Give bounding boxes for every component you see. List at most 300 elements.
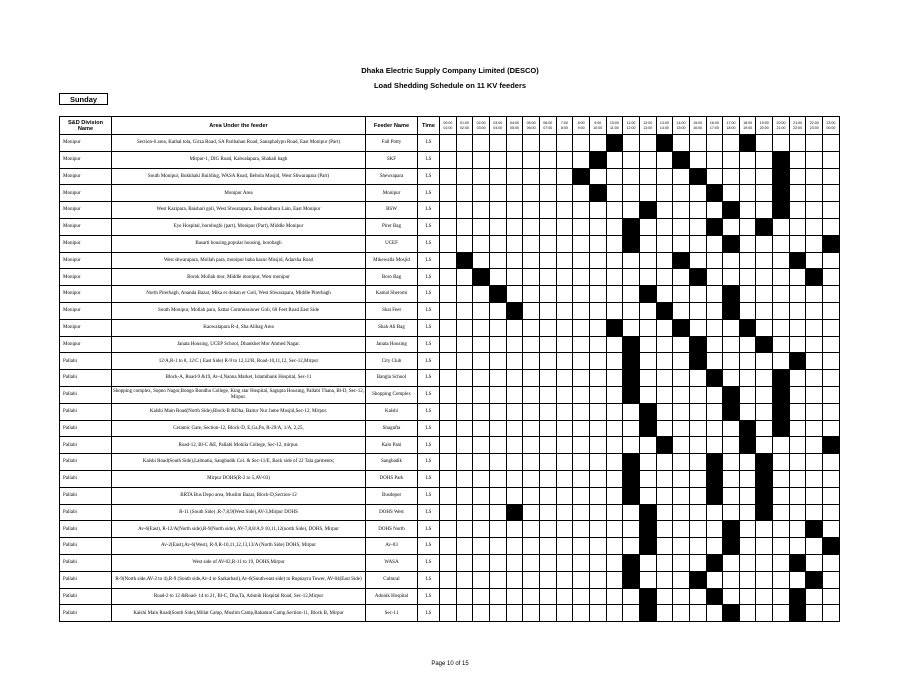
shedding-slot — [739, 269, 756, 286]
feeder-cell: DOHS North — [366, 521, 418, 538]
shedding-slot-on — [589, 151, 606, 168]
slot-to: 05:00 — [509, 125, 519, 130]
shedding-slot-on — [739, 420, 756, 437]
shedding-slot — [723, 504, 740, 521]
shedding-slot — [606, 252, 623, 269]
shedding-slot — [589, 588, 606, 605]
feeder-cell: Shopping Complex — [366, 386, 418, 403]
shedding-slot — [756, 269, 773, 286]
shedding-slot — [623, 538, 640, 555]
shedding-slot — [656, 286, 673, 303]
shedding-slot — [739, 554, 756, 571]
shedding-slot — [489, 252, 506, 269]
shedding-slot — [440, 286, 457, 303]
division-cell: Pallabi — [60, 370, 112, 387]
shedding-slot — [506, 605, 523, 622]
shedding-slot — [539, 235, 556, 252]
shedding-slot — [456, 487, 473, 504]
shedding-slot — [689, 420, 706, 437]
shedding-slot-on — [789, 252, 806, 269]
shedding-slot — [706, 437, 723, 454]
shedding-slot — [456, 588, 473, 605]
shedding-slot — [606, 403, 623, 420]
shedding-slot — [706, 302, 723, 319]
area-cell: Kalshi Main Road(South Side),Millat Camp, Muslim Camp,Rahamat Camp,Section-11, Block B, Mirpur — [112, 605, 366, 622]
shedding-slot — [623, 319, 640, 336]
shedding-slot — [706, 571, 723, 588]
shedding-slot — [789, 202, 806, 219]
feeder-cell: Bangla School — [366, 370, 418, 387]
table-row — [60, 588, 840, 605]
feeder-cell: Sangbadik — [366, 454, 418, 471]
time-cell: LS — [418, 403, 440, 420]
slot-header — [589, 117, 606, 135]
shedding-slot — [623, 151, 640, 168]
shedding-slot — [673, 235, 690, 252]
shedding-slot — [556, 135, 573, 152]
shedding-slot — [539, 336, 556, 353]
shedding-slot — [473, 202, 490, 219]
shedding-slot — [639, 353, 656, 370]
shedding-slot-on — [639, 538, 656, 555]
slot-header — [539, 117, 556, 135]
shedding-slot — [789, 235, 806, 252]
shedding-slot — [673, 185, 690, 202]
slot-from: 7:00 — [560, 121, 568, 126]
shedding-slot — [589, 554, 606, 571]
area-cell: Mirpur-1, DIG Road, Kalwalapara, Shahali bagh — [112, 151, 366, 168]
shedding-slot — [506, 135, 523, 152]
shedding-slot — [489, 605, 506, 622]
shedding-slot — [723, 487, 740, 504]
shedding-slot — [739, 487, 756, 504]
slot-header — [639, 117, 656, 135]
feeder-cell: Shagufta — [366, 420, 418, 437]
shedding-slot — [606, 386, 623, 403]
slot-to: 13:00 — [643, 125, 653, 130]
shedding-slot — [723, 135, 740, 152]
shedding-slot — [573, 588, 590, 605]
shedding-slot — [789, 487, 806, 504]
shedding-slot — [656, 504, 673, 521]
shedding-slot-on — [506, 302, 523, 319]
shedding-slot — [573, 370, 590, 387]
shedding-slot — [556, 454, 573, 471]
shedding-slot — [756, 605, 773, 622]
slot-from: 06:00 — [543, 121, 553, 126]
feeder-cell: Janata Housing — [366, 336, 418, 353]
feeder-cell: UCEF — [366, 235, 418, 252]
shedding-slot — [556, 235, 573, 252]
shedding-slot — [689, 185, 706, 202]
shedding-slot — [689, 252, 706, 269]
shedding-slot — [523, 571, 540, 588]
shedding-slot — [739, 252, 756, 269]
shedding-slot-on — [723, 202, 740, 219]
shedding-slot — [689, 437, 706, 454]
time-cell: LS — [418, 554, 440, 571]
shedding-slot — [539, 151, 556, 168]
shedding-slot — [573, 185, 590, 202]
shedding-slot-on — [689, 353, 706, 370]
area-cell: Road-12, Bl-C &E, Pallabi Mohila College, Sec-12, mirpur. — [112, 437, 366, 454]
feeder-cell: WASA — [366, 554, 418, 571]
shedding-slot — [523, 470, 540, 487]
shedding-slot — [556, 370, 573, 387]
division-cell: Pallabi — [60, 504, 112, 521]
shedding-slot — [456, 470, 473, 487]
slot-to: 10:00 — [593, 125, 603, 130]
shedding-slot — [823, 252, 840, 269]
shedding-slot — [789, 403, 806, 420]
shedding-slot — [773, 588, 790, 605]
shedding-slot-on — [623, 454, 640, 471]
shedding-slot — [656, 521, 673, 538]
shedding-slot — [440, 319, 457, 336]
slot-to: 11:00 — [610, 125, 619, 130]
shedding-slot — [723, 470, 740, 487]
shedding-slot — [589, 487, 606, 504]
shedding-slot — [489, 168, 506, 185]
shedding-slot — [823, 605, 840, 622]
slot-from: 15:00 — [693, 121, 703, 126]
division-cell: Pallabi — [60, 571, 112, 588]
shedding-slot — [506, 336, 523, 353]
shedding-slot — [523, 454, 540, 471]
table-row — [60, 218, 840, 235]
shedding-slot — [623, 135, 640, 152]
shedding-slot — [573, 202, 590, 219]
shedding-slot — [756, 588, 773, 605]
feeder-cell: Kamal Sheromi — [366, 286, 418, 303]
time-cell: LS — [418, 336, 440, 353]
shedding-slot — [639, 454, 656, 471]
shedding-slot — [506, 286, 523, 303]
shedding-slot — [489, 135, 506, 152]
shedding-slot — [806, 202, 823, 219]
shedding-slot — [523, 185, 540, 202]
shedding-slot — [639, 185, 656, 202]
shedding-slot-on — [689, 269, 706, 286]
shedding-slot — [623, 269, 640, 286]
shedding-slot-on — [623, 470, 640, 487]
shedding-slot — [723, 454, 740, 471]
shedding-slot — [723, 252, 740, 269]
shedding-slot — [456, 235, 473, 252]
slot-to: 06:00 — [526, 125, 536, 130]
division-cell: Pallabi — [60, 437, 112, 454]
shedding-slot — [689, 319, 706, 336]
shedding-slot — [606, 571, 623, 588]
shedding-slot — [589, 252, 606, 269]
shedding-slot — [773, 353, 790, 370]
area-cell: Monipur Area — [112, 185, 366, 202]
shedding-slot — [739, 605, 756, 622]
slot-to: 12:00 — [626, 125, 636, 130]
shedding-slot — [606, 168, 623, 185]
shedding-slot — [456, 386, 473, 403]
shedding-slot — [489, 151, 506, 168]
shedding-slot — [489, 202, 506, 219]
shedding-slot-on — [623, 571, 640, 588]
slot-from: 21:00 — [793, 121, 803, 126]
shedding-slot — [573, 235, 590, 252]
shedding-slot-on — [706, 588, 723, 605]
shedding-slot — [673, 504, 690, 521]
shedding-slot — [823, 319, 840, 336]
shedding-slot — [556, 554, 573, 571]
shedding-slot-on — [506, 504, 523, 521]
slot-to: 07:00 — [543, 125, 553, 130]
shedding-slot — [639, 302, 656, 319]
feeder-cell: RSW — [366, 202, 418, 219]
shedding-slot — [639, 168, 656, 185]
shedding-slot — [440, 504, 457, 521]
time-cell: LS — [418, 588, 440, 605]
shedding-slot — [623, 302, 640, 319]
shedding-slot — [523, 319, 540, 336]
shedding-slot — [806, 336, 823, 353]
shedding-slot — [656, 605, 673, 622]
time-cell: LS — [418, 437, 440, 454]
shedding-slot — [639, 151, 656, 168]
shedding-slot — [656, 403, 673, 420]
shedding-slot — [523, 538, 540, 555]
shedding-slot — [573, 521, 590, 538]
shedding-slot — [539, 554, 556, 571]
shedding-slot — [523, 353, 540, 370]
shedding-slot — [639, 252, 656, 269]
shedding-slot — [523, 403, 540, 420]
shedding-slot — [823, 403, 840, 420]
shedding-slot — [440, 470, 457, 487]
shedding-slot-on — [739, 437, 756, 454]
shedding-slot-on — [623, 386, 640, 403]
shedding-slot — [789, 286, 806, 303]
shedding-slot — [806, 353, 823, 370]
shedding-slot-on — [689, 571, 706, 588]
shedding-slot — [506, 470, 523, 487]
shedding-slot — [473, 454, 490, 471]
slot-header — [473, 117, 490, 135]
page-number: Page 10 of 15 — [431, 661, 469, 667]
division-cell: Monipur — [60, 302, 112, 319]
feeder-cell: City Club — [366, 353, 418, 370]
shedding-slot — [440, 353, 457, 370]
shedding-slot — [773, 269, 790, 286]
shedding-slot — [689, 235, 706, 252]
feeder-cell: Shewrapara — [366, 168, 418, 185]
shedding-slot — [689, 605, 706, 622]
shedding-slot — [639, 218, 656, 235]
slot-from: 01:00 — [459, 121, 469, 126]
feeder-cell: Sec-11 — [366, 605, 418, 622]
shedding-slot — [573, 420, 590, 437]
shedding-slot — [723, 588, 740, 605]
shedding-slot-on — [823, 437, 840, 454]
area-cell: West Kazipara, Baishari goli, West Shwarapara, Bosbundhora Lain, East Monipur — [112, 202, 366, 219]
shedding-slot — [723, 151, 740, 168]
feeder-cell: DOHS West — [366, 504, 418, 521]
shedding-slot — [739, 202, 756, 219]
shedding-slot — [806, 504, 823, 521]
shedding-slot — [539, 403, 556, 420]
shedding-slot — [539, 218, 556, 235]
time-cell: LS — [418, 185, 440, 202]
shedding-slot-on — [623, 370, 640, 387]
shedding-slot — [773, 218, 790, 235]
shedding-slot — [739, 151, 756, 168]
shedding-slot — [489, 470, 506, 487]
shedding-slot — [656, 319, 673, 336]
shedding-slot — [823, 571, 840, 588]
shedding-slot — [773, 319, 790, 336]
shedding-slot — [723, 319, 740, 336]
shedding-slot — [489, 588, 506, 605]
shedding-slot — [823, 286, 840, 303]
shedding-slot — [739, 235, 756, 252]
shedding-slot — [589, 521, 606, 538]
shedding-slot-on — [623, 218, 640, 235]
shedding-slot-on — [789, 605, 806, 622]
shedding-slot-on — [756, 454, 773, 471]
shedding-slot — [723, 370, 740, 387]
area-cell: West shwarapara, Mollah para, monipur baba hazur Mosjid, Adarsha Road — [112, 252, 366, 269]
shedding-slot — [789, 336, 806, 353]
feeder-cell: Kalshi — [366, 403, 418, 420]
shedding-slot — [589, 302, 606, 319]
shedding-slot — [473, 420, 490, 437]
shedding-slot — [473, 504, 490, 521]
shedding-slot — [573, 605, 590, 622]
shedding-slot — [806, 538, 823, 555]
slot-header — [506, 117, 523, 135]
shedding-slot — [489, 386, 506, 403]
shedding-slot — [673, 168, 690, 185]
slot-header — [573, 117, 590, 135]
shedding-slot — [606, 286, 623, 303]
shedding-slot — [556, 151, 573, 168]
shedding-slot — [523, 420, 540, 437]
time-cell: LS — [418, 470, 440, 487]
table-row — [60, 151, 840, 168]
slot-to: 14:00 — [659, 125, 669, 130]
shedding-slot-on — [639, 504, 656, 521]
shedding-slot — [556, 252, 573, 269]
slot-to: 8:00 — [560, 125, 568, 130]
shedding-slot-on — [689, 168, 706, 185]
shedding-slot — [456, 218, 473, 235]
slot-header — [440, 117, 457, 135]
shedding-slot — [539, 571, 556, 588]
shedding-slot — [556, 269, 573, 286]
shedding-slot — [823, 386, 840, 403]
shedding-slot — [756, 571, 773, 588]
shedding-slot — [706, 286, 723, 303]
slot-header — [673, 117, 690, 135]
slot-to: 04:00 — [493, 125, 503, 130]
shedding-slot — [473, 521, 490, 538]
shedding-slot — [473, 252, 490, 269]
shedding-slot — [723, 218, 740, 235]
shedding-slot — [656, 554, 673, 571]
shedding-slot — [473, 151, 490, 168]
shedding-slot-on — [706, 454, 723, 471]
shedding-slot — [489, 504, 506, 521]
slot-header — [623, 117, 640, 135]
feeder-cell: DOHS Park — [366, 470, 418, 487]
col-header-time: Time — [418, 117, 440, 135]
shedding-slot — [506, 168, 523, 185]
shedding-slot — [506, 588, 523, 605]
shedding-slot — [823, 487, 840, 504]
shedding-slot — [656, 218, 673, 235]
division-cell: Monipur — [60, 151, 112, 168]
shedding-slot — [440, 538, 457, 555]
shedding-slot — [456, 554, 473, 571]
shedding-slot — [539, 353, 556, 370]
shedding-slot — [706, 521, 723, 538]
shedding-slot — [523, 386, 540, 403]
shedding-slot — [556, 571, 573, 588]
slot-header — [689, 117, 706, 135]
slot-header — [456, 117, 473, 135]
slot-to: 02:00 — [459, 125, 469, 130]
shedding-slot — [573, 386, 590, 403]
shedding-slot — [789, 538, 806, 555]
shedding-slot — [739, 302, 756, 319]
shedding-slot — [506, 269, 523, 286]
shedding-slot — [489, 336, 506, 353]
shedding-slot — [506, 487, 523, 504]
table-row — [60, 135, 840, 152]
slot-to: 16:00 — [693, 125, 703, 130]
shedding-slot — [706, 168, 723, 185]
slot-header — [556, 117, 573, 135]
division-cell: Pallabi — [60, 420, 112, 437]
shedding-slot — [789, 302, 806, 319]
division-cell: Pallabi — [60, 487, 112, 504]
area-cell: Eye Hospital, boroboghi (part), Monipur (Part), Middle Monipur — [112, 218, 366, 235]
shedding-slot — [739, 403, 756, 420]
shedding-slot — [440, 185, 457, 202]
shedding-slot — [589, 353, 606, 370]
shedding-slot — [756, 252, 773, 269]
shedding-slot-on — [656, 302, 673, 319]
shedding-slot — [506, 151, 523, 168]
shedding-slot — [506, 571, 523, 588]
shedding-slot — [539, 202, 556, 219]
slot-from: 05:00 — [526, 121, 536, 126]
shedding-slot — [440, 437, 457, 454]
shedding-slot — [523, 336, 540, 353]
table-row — [60, 605, 840, 622]
shedding-slot — [806, 235, 823, 252]
shedding-slot — [589, 437, 606, 454]
shedding-slot — [673, 218, 690, 235]
area-cell: 12/A,R-1 to 8, 12/C ( East Side) R-9 to 12,12/B, Road-10,11,12, Sec-12,Mirpur — [112, 353, 366, 370]
slot-from: 22:00 — [809, 121, 819, 126]
table-row — [60, 437, 840, 454]
time-cell: LS — [418, 454, 440, 471]
division-cell: Monipur — [60, 235, 112, 252]
time-cell: LS — [418, 269, 440, 286]
shedding-slot — [673, 588, 690, 605]
shedding-slot-on — [606, 319, 623, 336]
shedding-slot — [589, 235, 606, 252]
shedding-slot — [573, 554, 590, 571]
shedding-slot — [823, 370, 840, 387]
